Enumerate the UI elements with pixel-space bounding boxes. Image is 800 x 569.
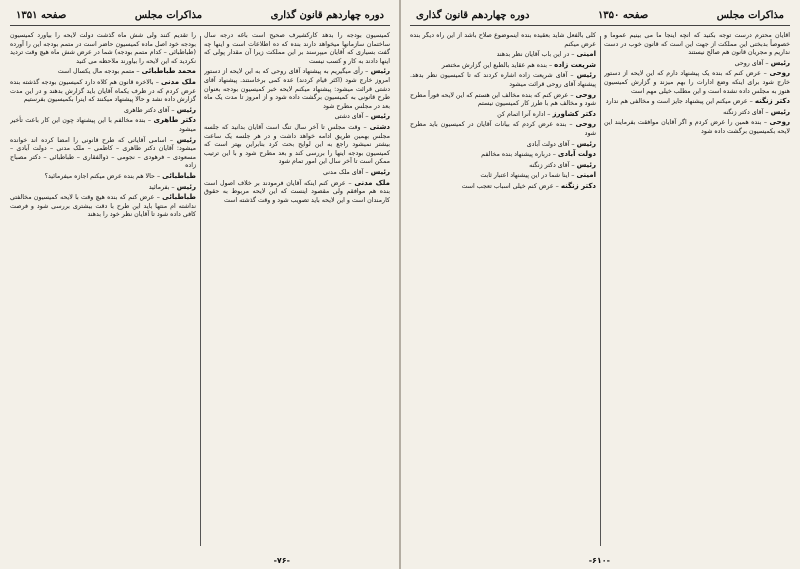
left-header-page-number: صفحه ۱۳۵۱	[16, 9, 67, 21]
speech-text: – بنده عرض کردم که بیانات آقایان در کمیسیون باید مطرح شود	[410, 121, 596, 137]
speaker-name: دشتی	[369, 122, 390, 131]
left-page-header	[10, 8, 390, 26]
speech-text: – بفرمائید	[148, 183, 175, 191]
transcript-paragraph	[10, 136, 196, 171]
speech-text: – وقت مجلس تا آخر سال تنگ است آقایان بدانید که جلسه مجلس بهمین طریق ادامه خواهد داشت و در هر جلسه یک ساعت بیشتر نمیشود راجع به این لوایح بحث کرد بنابراین بهتر است که کمیسیون بودجه اینها را بررسی کند و بعد مطرح شود و با این ترتیب ممکن است تا آخر سال این امور تمام شود	[204, 123, 390, 166]
transcript-paragraph	[10, 106, 196, 116]
speaker-name: دکتر کشاورز	[552, 109, 596, 118]
speaker-name: امینی	[576, 171, 596, 180]
right-page-col-left	[410, 32, 596, 552]
transcript-paragraph	[10, 183, 196, 193]
speech-text: – عرض میکنم این پیشنهاد جایز است و مخالفی هم ندارد	[605, 98, 753, 106]
speaker-name: ملک مدنی	[160, 77, 196, 86]
speech-text: – بنده همین را عرض کردم و اگر آقایان موافقت بفرمایند این لایحه بکمیسیون برگشت داده شود	[604, 119, 790, 135]
transcript-paragraph	[204, 123, 390, 167]
speech-text: – حالا هم بنده عرض میکنم اجازه میفرمائید؟	[44, 172, 161, 180]
transcript-paragraph	[10, 116, 196, 134]
left-header-title: دوره چهاردهم قانون گذاری	[270, 9, 384, 21]
speech-text: – عرض کنم که بنده مخالف این هستم که این لایحه فوراً مطرح شود و مخالف هم با طرز کار کمیسیون نیستم	[410, 91, 596, 108]
speech-text: – اسامی آقایانی که طرح قانونی را امضا کرده اند خوانده میشود: آقایان دکتر طاهری – کاظمی – ملک مدنی – دولت آبادی – مسعودی – فرهودی – نجومی – ذوالفقاری – طباطبائی – دکتر مصباح زاده	[10, 136, 196, 170]
speaker-name: ملک مدنی	[354, 178, 390, 187]
speaker-name: رئیس	[576, 139, 596, 148]
transcript-paragraph	[204, 168, 390, 178]
transcript-paragraph	[604, 97, 790, 107]
speech-text: – عرض کنم که بنده یک پیشنهاد دارم که این لایحه از دستور خارج شود برای اینکه وضع ادارات را بهم میزند و گزارش کمیسیون هنوز به مجلس داده نشده است و این مطلب خیلی مهم است	[604, 70, 790, 95]
right-page-header	[410, 8, 790, 26]
speech-text: – آقای دکتر طاهری	[123, 106, 175, 114]
transcript-paragraph	[410, 71, 596, 89]
transcript-paragraph	[10, 193, 196, 220]
speaker-name: روحی	[769, 69, 790, 78]
transcript-paragraph	[604, 32, 790, 58]
speech-text: آقایان محترم درست توجه بکنید که آنچه اینجا ما می بینیم عموماً و خصوصاً بدبختی این مملکت از جهت این است که قانون خوب در دست نداریم و مجریان قانون هم صالح نیستند	[604, 32, 790, 57]
left-page-columns	[10, 32, 390, 552]
left-header-section: مذاکرات مجلس	[134, 9, 203, 21]
speaker-name: رئیس	[576, 71, 596, 80]
right-page-footer-number: -۶۱۰-	[588, 556, 610, 565]
transcript-paragraph	[410, 150, 596, 160]
speaker-name: رئیس	[176, 182, 196, 191]
speaker-name: روحی	[575, 120, 596, 129]
speaker-name: رئیس	[576, 160, 596, 169]
speaker-name: دولت آبادی	[557, 150, 596, 159]
transcript-paragraph	[604, 59, 790, 69]
speaker-name: رئیس	[370, 67, 390, 76]
speech-text: – بالاخره قانون هم کلاه دارد کمیسیون بودجه گذشته بنده عرض کردم که در ظرف یکماه آقایان باید گزارش بدهند و در این مدت گزارش داده نشد و حالا پیشنهاد میکنند که اینرا بکمیسیون بفرستیم	[10, 78, 196, 104]
left-page-footer-number: -۷۶-	[273, 556, 290, 565]
transcript-paragraph	[204, 179, 390, 206]
transcript-paragraph	[204, 112, 390, 122]
speaker-name: امینی	[576, 50, 596, 59]
speech-text: – عرض کنم خیلی اسباب تعجب است	[461, 182, 559, 190]
right-header-page-number: صفحه ۱۳۵۰	[597, 9, 649, 21]
speaker-name: رئیس	[176, 105, 196, 114]
transcript-paragraph	[410, 61, 596, 71]
speech-text: – در این باب آقایان نظر بدهند	[496, 51, 575, 59]
speaker-name: محمد طباطبائی	[141, 67, 196, 76]
transcript-paragraph	[410, 140, 596, 150]
right-header-title: دوره چهاردهم قانون گذاری	[416, 9, 530, 21]
left-page-col-left	[10, 32, 196, 552]
speech-text: – اینا شما در این پیشنهاد اعتبار ثابت	[480, 172, 575, 180]
transcript-paragraph	[604, 69, 790, 96]
right-header-section: مذاکرات مجلس	[716, 9, 784, 21]
transcript-paragraph	[410, 50, 596, 60]
left-page-col-right	[204, 32, 390, 552]
transcript-paragraph	[410, 182, 596, 192]
transcript-paragraph	[10, 32, 196, 66]
transcript-paragraph	[410, 91, 596, 109]
speaker-name: شریعت زاده	[554, 60, 596, 69]
speech-text: – عرض کنم اینکه آقایان فرمودند بر خلاف اصول است بنده هم موافقم ولی مقصود اینست که این لایحه مربوط به حقوق کارمندان است و این لایحه باید تصویب شود و وقت گذشته است	[204, 179, 390, 204]
transcript-paragraph	[10, 172, 196, 182]
speaker-name: رئیس	[176, 135, 196, 144]
speech-text: – رأی میگیریم به پیشنهاد آقای روحی که به این لایحه از دستور امروز خارج شود (اکثر قیام کردند) عده کمی برخاستند. پیشنهاد آقای دشتی قرائت میشود: پیشنهاد میکنم لایحه خبر کمیسیون بودجه بعنوان طرح قانونی به کمیسیون برگشت داده شود و از امروز تا مدت یک ماه بعد در مجلس مطرح شود	[204, 68, 390, 110]
speaker-name: دکتر زنگنه	[754, 97, 790, 106]
column-divider	[600, 36, 601, 546]
transcript-paragraph	[604, 118, 790, 136]
speaker-name: رئیس	[770, 58, 790, 67]
transcript-paragraph	[410, 120, 596, 138]
speech-text: – متمم بودجه مال یکسال است	[57, 68, 140, 76]
speaker-name: روحی	[769, 118, 790, 127]
transcript-paragraph	[204, 32, 390, 66]
speech-text: – عرض کنم که بنده هیچ وقت با لایحه کمیسیون مخالفتی نداشته ام منتها باید این طرح با دقت بیشتری بررسی شود و فرصت کافی داده شود تا آقایان نظر خود را بدهند	[10, 194, 196, 219]
speech-text: کمیسیون بودجه را بدهد کارکشیرف صحیح است باغه درجه سال ساختمان سازمانها میخواهد دارند بنده که ده اطلاعات است و اینها چه گفت بسیاری که آقایان میپرسند بر این مملکت زیرا آن مقدار پولی که اینها دادند به کار و کسب نیست	[204, 32, 390, 65]
speech-text: – آقای شریعت زاده اشاره کردند که تا کمیسیون نظر بدهد. پیشنهاد آقای روحی قرائت میشود	[410, 72, 596, 88]
speaker-name: دکتر طاهری	[153, 116, 196, 125]
speaker-name: روحی	[575, 90, 596, 99]
speaker-name: طباطبائی	[162, 193, 196, 202]
speaker-name: رئیس	[370, 112, 390, 121]
speaker-name: طباطبائی	[162, 171, 196, 180]
speech-text: – آقای روحی	[734, 59, 769, 67]
transcript-paragraph	[410, 161, 596, 171]
speech-text: – درباره پیشنهاد بنده مخالفم	[481, 151, 556, 159]
transcript-paragraph	[410, 32, 596, 49]
speech-text: – بنده هم عقاید بالطبع این گزارش مختصر	[441, 61, 553, 69]
right-page-col-right	[604, 32, 790, 552]
speech-text: – آقای دکتر زنگنه	[529, 161, 575, 169]
speech-text: – آقای دولت آبادی	[526, 140, 575, 148]
right-page	[400, 0, 800, 569]
transcript-paragraph	[10, 67, 196, 77]
speaker-name: رئیس	[370, 167, 390, 176]
speech-text: – بنده مخالفم با این پیشنهاد چون این کار باعث تأخیر میشود	[10, 117, 196, 133]
speech-text: – اداره آنرا اتمام کن	[497, 110, 551, 118]
transcript-paragraph	[10, 78, 196, 105]
right-page-columns	[410, 32, 790, 552]
speaker-name: رئیس	[770, 107, 790, 116]
speech-text: – آقای ملک مدنی	[323, 168, 369, 176]
transcript-paragraph	[410, 110, 596, 120]
transcript-paragraph	[410, 171, 596, 181]
transcript-paragraph	[204, 67, 390, 111]
speech-text: کلی بالفعل شاید بعقیده بنده اینموضوع صلاح باشد از این راه دیگر بنده عرض میکنم	[410, 32, 596, 48]
column-divider	[200, 36, 201, 546]
speech-text: – آقای دشتی	[334, 113, 369, 121]
transcript-paragraph	[604, 108, 790, 118]
speech-text: – آقای دکتر زنگنه	[723, 108, 769, 116]
speaker-name: دکتر زنگنه	[560, 181, 596, 190]
speech-text: را تقدیم کنند ولی شش ماه گذشت دولت لایحه را بیاورد کمیسیون بودجه خود اصل ماده کمیسیون حاضر است در متمم بودجه این را آورده (طباطبائی – کدام متمم بودجه) شما در عرض شش ماه هیچ وقت تردید نکردید که این لایحه را بیاورند ملاحظه می کنید	[10, 32, 196, 65]
